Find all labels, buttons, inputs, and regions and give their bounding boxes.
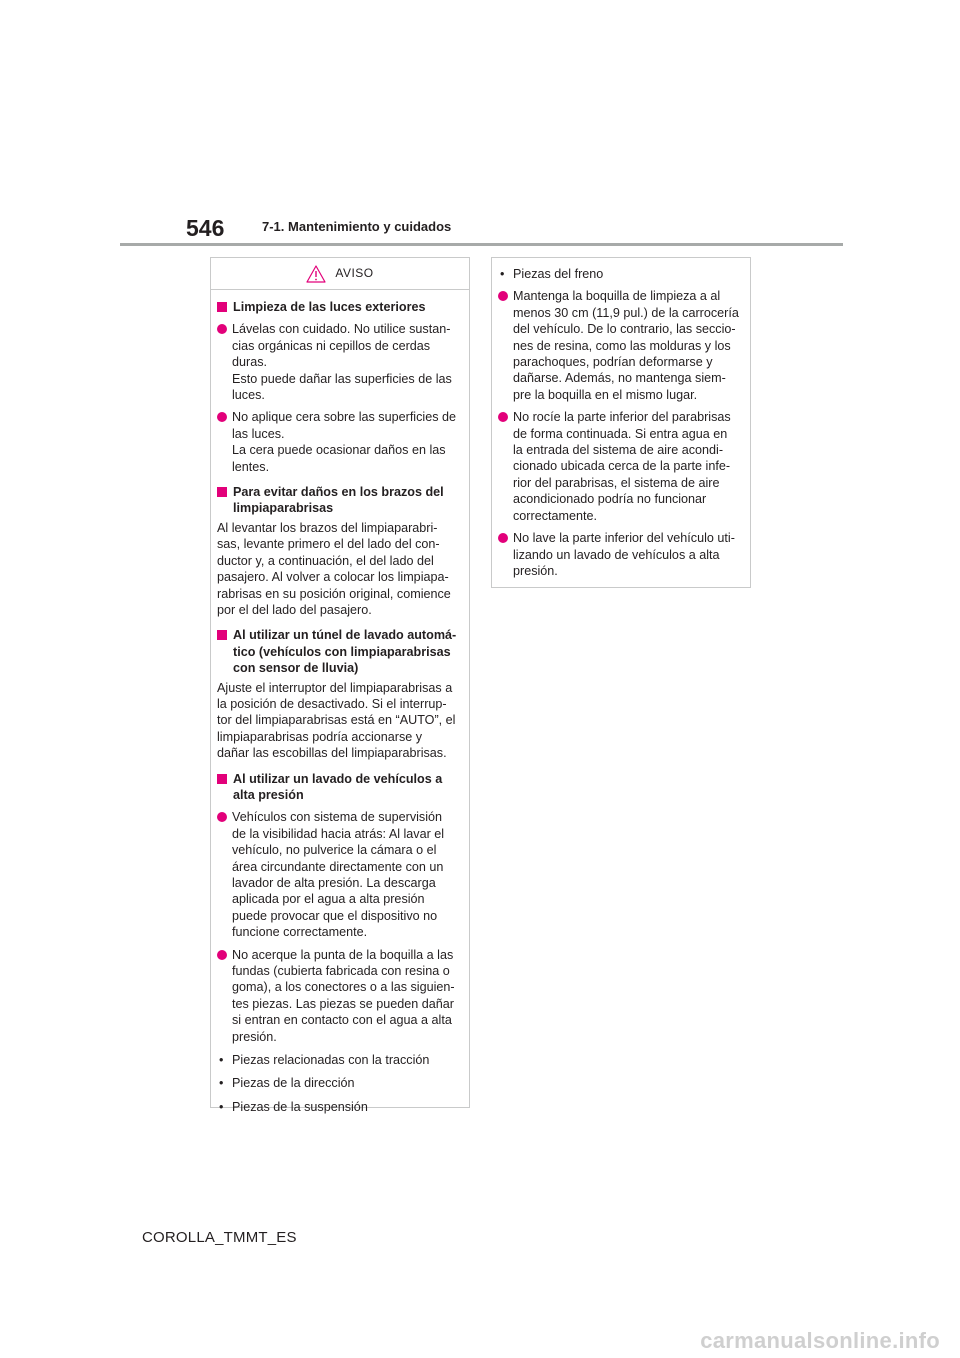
bullet-item	[498, 530, 744, 579]
text-line: área circundante directamente con un	[232, 859, 444, 874]
text-line: Al utilizar un lavado de vehículos a	[233, 771, 443, 786]
text-line: del vehículo. De lo contrario, las seccio-	[513, 322, 736, 337]
text-line: vehículo, no pulverice la cámara o el	[232, 843, 437, 858]
text-line: La cera puede ocasionar daños en las	[232, 443, 446, 458]
text-line: Al levantar los brazos del limpiaparabri-	[217, 520, 438, 535]
text-line: aplicada por el agua a alta presión	[232, 892, 425, 907]
warning-triangle-icon	[306, 265, 326, 283]
sub-bullet-item	[217, 1075, 463, 1091]
text-line: goma), a los conectores o a las siguien-	[232, 980, 455, 995]
text-line: nes de resina, como las molduras y los	[513, 338, 731, 353]
text-line: limpiaparabrisas podría accionarse y	[217, 729, 423, 744]
text-line: lavador de alta presión. La descarga	[232, 876, 436, 890]
warning-box-left	[210, 257, 470, 1114]
text-line: Mantenga la boquilla de limpieza a al	[513, 289, 721, 304]
warning-content-left	[211, 299, 469, 1115]
text-line: presión.	[513, 563, 558, 578]
text-line: lentes.	[232, 459, 270, 474]
text-line: Para evitar daños en los brazos del	[233, 485, 444, 500]
text-line: con sensor de lluvia)	[233, 661, 359, 676]
text-line: de forma continuada. Si entra agua en	[513, 426, 728, 441]
text-line: rabrisas en su posición original, comience	[217, 586, 451, 601]
subsection-heading	[217, 627, 463, 676]
text-line: si entran en contacto con el agua a alta	[232, 1013, 452, 1028]
text-line: Vehículos con sistema de supervisión	[232, 810, 443, 825]
watermark: carmanualsonline.info	[700, 1328, 940, 1353]
subsection-heading	[217, 771, 463, 804]
bullet-item	[498, 409, 744, 524]
sub-bullet-item	[217, 1099, 463, 1115]
bullet-item	[217, 321, 463, 403]
text-line: por el del lado del pasajero.	[217, 602, 372, 617]
text-line: fundas (cubierta fabricada con resina o	[232, 964, 450, 979]
text-line: lizando un lavado de vehículos a alta	[513, 547, 720, 562]
text-line: duras.	[232, 355, 268, 370]
sub-bullet-marker: •	[500, 267, 505, 281]
text-line: sas, levante primero el del lado del con-	[217, 537, 440, 552]
sub-bullet-marker: •	[219, 1053, 224, 1068]
text-line: No lave la parte inferior del vehículo uti-	[513, 531, 735, 546]
text-line: rior del parabrisas, el sistema de aire	[513, 475, 720, 490]
text-line: funcione correctamente.	[232, 925, 368, 940]
text-line: No aplique cera sobre las superficies de	[232, 410, 457, 425]
text-line: tor del limpiaparabrisas está en “AUTO”, el	[217, 713, 456, 728]
text-line: No rocíe la parte inferior del parabrisas	[513, 410, 731, 425]
text-line: dañarse. Además, no mantenga siem-	[513, 371, 726, 386]
square-bullet-icon	[217, 774, 227, 784]
text-line: limpiaparabrisas	[233, 501, 334, 516]
circle-bullet-icon	[217, 812, 227, 822]
text-line: cionado ubicada cerca de la parte infe-	[513, 459, 731, 474]
document-code: COROLLA_TMMT_ES	[142, 1229, 297, 1246]
circle-bullet-icon	[498, 291, 508, 301]
section-title: 7-1. Mantenimiento y cuidados	[262, 219, 452, 234]
text-line: Lávelas con cuidado. No utilice sustan-	[232, 322, 451, 337]
text-line: cias orgánicas ni cepillos de cerdas	[232, 338, 431, 353]
text-line: acondicionado podría no funcionar	[513, 492, 707, 507]
paragraph	[217, 520, 463, 618]
text-line: pre la boquilla en el mismo lugar.	[513, 387, 698, 402]
text-line: Limpieza de las luces exteriores	[233, 300, 426, 314]
text-line: la posición de desactivado. Si el interrup-	[217, 696, 447, 711]
text-line: menos 30 cm (11,9 pul.) de la carrocería	[513, 305, 739, 320]
circle-bullet-icon	[498, 533, 508, 543]
text-line: la entrada del sistema de aire acondi-	[513, 443, 724, 458]
text-line: Piezas de la suspensión	[232, 1099, 368, 1114]
circle-bullet-icon	[498, 412, 508, 422]
text-line: Piezas de la dirección	[232, 1076, 355, 1091]
square-bullet-icon	[217, 630, 227, 640]
text-line: Piezas del freno	[513, 267, 604, 281]
text-line: parachoques, podrían deformarse y	[513, 355, 713, 370]
warning-header	[211, 258, 469, 290]
warning-box-right	[491, 257, 751, 588]
text-line: presión.	[232, 1029, 277, 1044]
text-line: Al utilizar un túnel de lavado automá-	[233, 628, 457, 643]
text-line: tes piezas. Las piezas se pueden dañar	[232, 996, 454, 1011]
circle-bullet-icon	[217, 324, 227, 334]
sub-bullet-item	[498, 266, 744, 282]
circle-bullet-icon	[217, 950, 227, 960]
warning-content-right	[492, 258, 750, 579]
subsection-heading	[217, 299, 463, 315]
warning-title: AVISO	[335, 266, 374, 281]
header-rule	[120, 243, 843, 246]
square-bullet-icon	[217, 302, 227, 312]
text-line: puede provocar que el dispositivo no	[232, 908, 438, 923]
sub-bullet-item	[217, 1052, 463, 1068]
text-line: ductor y, a continuación, el del lado del	[217, 553, 434, 568]
text-line: correctamente.	[513, 508, 597, 523]
subsection-heading	[217, 484, 463, 517]
text-line: Piezas relacionadas con la tracción	[232, 1053, 430, 1068]
text-line: pasajero. Al volver a colocar los limpiapa-	[217, 570, 449, 585]
bullet-item	[217, 409, 463, 475]
text-line: de la visibilidad hacia atrás: Al lavar el	[232, 826, 445, 841]
text-line: dañar las escobillas del limpiaparabrisas.	[217, 746, 447, 761]
text-line: Ajuste el interruptor del limpiaparabrisas a	[217, 680, 453, 695]
text-line: tico (vehículos con limpiaparabrisas	[233, 644, 451, 659]
page-number: 546	[186, 215, 225, 241]
sub-bullet-marker: •	[219, 1076, 224, 1091]
sub-bullet-marker: •	[219, 1099, 224, 1114]
bullet-item	[217, 947, 463, 1045]
text-line: las luces.	[232, 426, 285, 441]
text-line: alta presión	[233, 787, 304, 802]
circle-bullet-icon	[217, 412, 227, 422]
paragraph	[217, 680, 463, 762]
bullet-item	[217, 809, 463, 940]
square-bullet-icon	[217, 487, 227, 497]
text-line: Esto puede dañar las superficies de las	[232, 371, 452, 386]
text-line: No acerque la punta de la boquilla a las	[232, 947, 454, 962]
text-line: luces.	[232, 388, 265, 403]
bullet-item	[498, 288, 744, 403]
